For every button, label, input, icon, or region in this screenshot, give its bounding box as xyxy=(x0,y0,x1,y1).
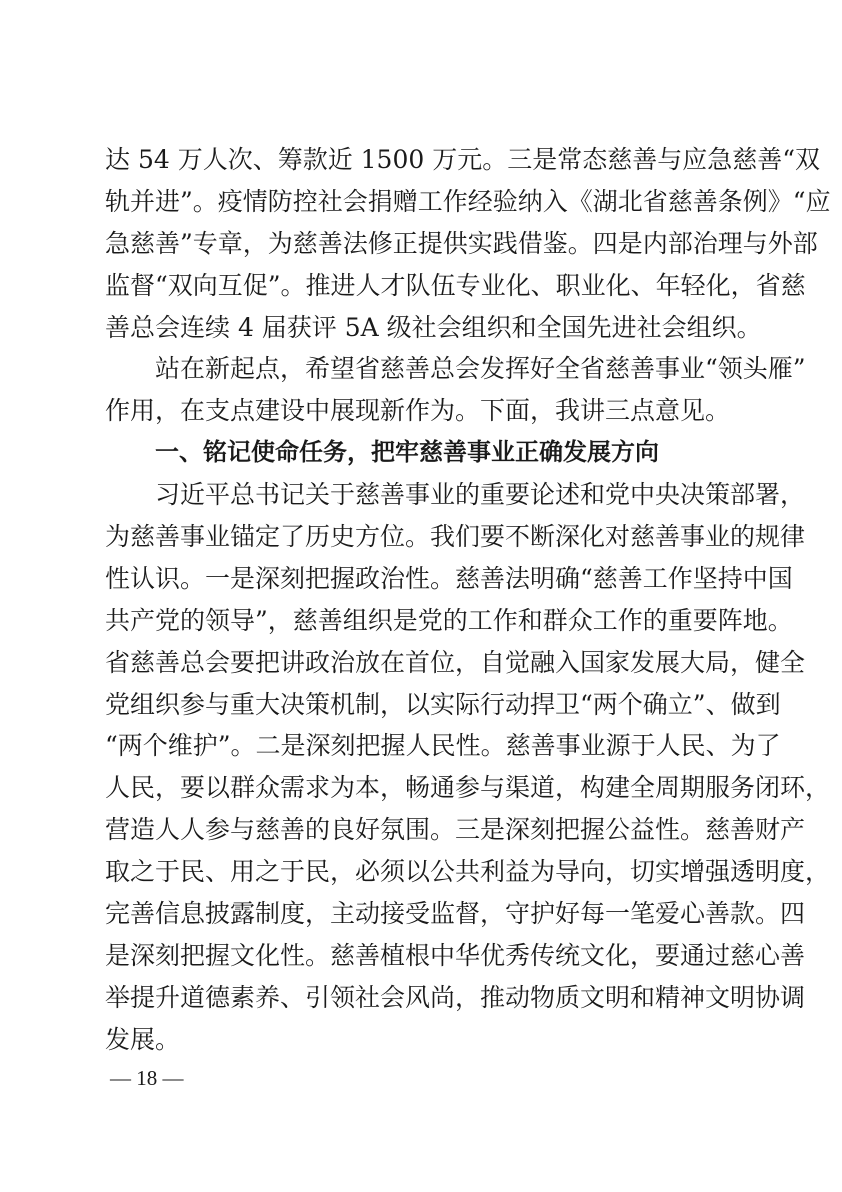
text-line: 轨并进”。疫情防控社会捐赠工作经验纳入《湖北省慈善条例》“应 xyxy=(105,186,831,216)
text-line: 取之于民、用之于民，必须以公共利益为导向，切实增强透明度， xyxy=(105,857,831,887)
text-line: 善总会连续 4 届获评 5A 级社会组织和全国先进社会组织。 xyxy=(105,312,762,342)
text-line: 完善信息披露制度，主动接受监督，守护好每一笔爱心善款。四 xyxy=(105,899,806,929)
text-line: 监督“双向互促”。推进人才队伍专业化、职业化、年轻化，省慈 xyxy=(105,270,806,300)
text-line: 营造人人参与慈善的良好氛围。三是深刻把握公益性。慈善财产 xyxy=(105,815,806,845)
text-line: 是深刻把握文化性。慈善植根中华优秀传统文化，要通过慈心善 xyxy=(105,940,806,970)
text-line: 为慈善事业锚定了历史方位。我们要不断深化对慈善事业的规律 xyxy=(105,522,806,552)
section-heading: 一、铭记使命任务，把牢慈善事业正确发展方向 xyxy=(155,438,659,467)
text-line: 达 54 万人次、筹款近 1500 万元。三是常态慈善与应急慈善“双 xyxy=(105,145,821,174)
text-line: 作用，在支点建设中展现新作为。下面，我讲三点意见。 xyxy=(105,396,731,426)
text-line: 省慈善总会要把讲政治放在首位，自觉融入国家发展大局，健全 xyxy=(105,647,806,677)
text-line: 党组织参与重大决策机制，以实际行动捍卫“两个确立”、做到 xyxy=(105,689,781,719)
text-line: 性认识。一是深刻把握政治性。慈善法明确“慈善工作坚持中国 xyxy=(105,563,793,593)
text-line: “两个维护”。二是深刻把握人民性。慈善事业源于人民、为了 xyxy=(105,731,781,761)
text-line: 发展。 xyxy=(105,1024,181,1054)
text-line: 急慈善”专章，为慈善法修正提供实践借鉴。四是内部治理与外部 xyxy=(105,228,818,258)
paragraph-start-line: 习近平总书记关于慈善事业的重要论述和党中央决策部署， xyxy=(155,480,806,510)
text-line: 人民，要以群众需求为本，畅通参与渠道，构建全周期服务闭环， xyxy=(105,773,831,803)
page-number: — 18 — xyxy=(110,1066,184,1090)
text-line: 共产党的领导”，慈善组织是党的工作和群众工作的重要阵地。 xyxy=(105,605,793,635)
body-text xyxy=(105,139,831,1061)
paragraph-start-line: 站在新起点，希望省慈善总会发挥好全省慈善事业“领头雁” xyxy=(155,354,806,384)
text-line: 举提升道德素养、引领社会风尚，推动物质文明和精神文明协调 xyxy=(105,982,806,1012)
